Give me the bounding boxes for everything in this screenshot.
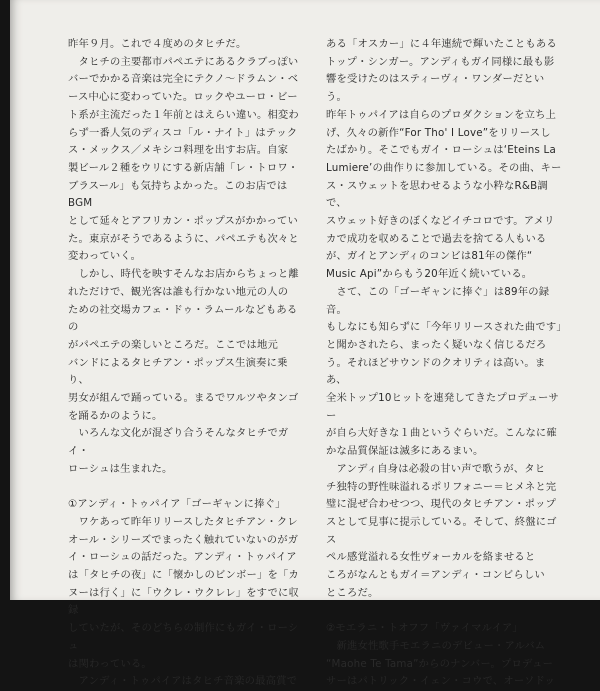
text-line: スとして見事に提示している。そして、終盤にゴス [326, 515, 557, 546]
text-line: ころがなんともガイ＝アンディ・コンビらしい [326, 569, 545, 582]
text-line: さて、この「ゴーギャンに捧ぐ」は89年の録音。 [326, 285, 550, 316]
text-line: チ独特の野性味溢れるポリフォニー＝ヒメネと完 [326, 480, 557, 493]
left-column [68, 36, 304, 691]
text-line: が自ら大好きな１曲というぐらいだ。こんなに確 [326, 427, 557, 440]
text-line: ト系が主流だった１年前とはえらい違い。相変わ [68, 108, 299, 121]
right-column [326, 36, 567, 691]
text-line: ブラスール」も気持ちよかった。このお店ではBGM [68, 179, 288, 210]
text-line: タヒチの主要都市パペエテにあるクラブっぽい [68, 55, 299, 68]
text-line: 男女が組んで踊っている。まるでワルツやタンゴ [68, 392, 299, 405]
text-line: ペル感覚溢れる女性ヴォーカルを絡ませると [326, 551, 536, 564]
text-line: オール・シリーズでまったく触れていないのがガ [68, 533, 299, 546]
text-line: いろんな文化が混ざり合うそんなタヒチでガイ・ [68, 427, 289, 458]
text-line: バーでかかる音楽は完全にテクノ〜ドラムン・ベ [68, 73, 299, 86]
text-line: Lumiere’の曲作りに参加している。その曲、キー [326, 161, 562, 174]
text-line: イ・ローシュの話だった。アンディ・トゥパイア [68, 551, 297, 564]
text-line: た。東京がそうであるように、パペエテも次々と [68, 232, 299, 245]
left-paragraph-2 [68, 266, 304, 425]
left-paragraph-1 [68, 36, 304, 266]
text-line: と聞かされたら、まったく疑いなく信じるだろ [326, 338, 547, 351]
text-line: がパペエテの楽しいところだ。ここでは地元 [68, 338, 278, 351]
text-line: 全米トップ10ヒットを連発してきたプロデューサー [326, 392, 560, 422]
section-2-body [326, 638, 562, 691]
text-line: れただけで、観光客は誰も行かない地元の人の [68, 285, 289, 298]
paragraph-spacer [326, 603, 562, 621]
text-line: もしなにも知らずに「今年リリースされた曲です」 [326, 321, 567, 334]
text-line: アンディ・トゥパイアはタヒチ音楽の最高賞で [68, 675, 298, 688]
text-line: スウェット好きのぼくなどイチコロです。アメリ [326, 215, 555, 228]
text-line: トップ・シンガー。アンディもガイ同様に最も影 [326, 55, 555, 68]
text-line: Music Api”からもう20年近く続いている。 [326, 268, 533, 281]
text-line: ヌーは行く」に「ウクレ・ウクレレ」をすでに収録 [68, 586, 299, 617]
text-line: “Maohe Te Tama”からのナンバー。プロデュー [326, 657, 554, 670]
text-line: ワケあって昨年リリースしたタヒチアン・クレ [68, 515, 298, 528]
text-line: げ、久々の新作“For Tho' I Love”をリリースし [326, 126, 551, 139]
text-line: しかし、時代を映すそんなお店からちょっと離 [68, 268, 299, 281]
booklet-page [10, 0, 600, 688]
text-line: 響を受けたのはスティーヴィ・ワンダーだという。 [326, 73, 545, 104]
text-line: ローシュは生まれた。 [68, 462, 173, 475]
text-line: していたが、そのどちらの制作にもガイ・ローシュ [68, 622, 299, 652]
section-1-body [68, 514, 304, 691]
text-line: は「タヒチの夜」に「懐かしのビンボー」を「カ [68, 569, 299, 582]
text-line: 変わっていく。 [68, 250, 142, 263]
right-paragraph-1 [326, 36, 562, 284]
text-line: ところだ。 [326, 586, 379, 599]
text-line: う。それほどサウンドのクオリティは高い。まあ、 [326, 356, 546, 387]
text-line: 製ビール２種をウリにする新店舗「レ・トロワ・ [68, 161, 299, 174]
text-line: ス・メックス／メキシコ料理を出すお店。自家 [68, 144, 289, 157]
left-paragraph-3 [68, 425, 304, 478]
text-line: ある「オスカー」に４年連続で輝いたこともある [326, 38, 557, 50]
text-line: カで成功を収めることで過去を捨てる人もいる [326, 232, 547, 245]
text-line: らず一番人気のディスコ「ル・ナイト」はテック [68, 126, 298, 139]
text-line: サーはパトリック・イェン・コウで、オーソドッ [326, 675, 556, 688]
section-heading-2: ②モエラニ・トオフフ「ヴァイマルイア」 [326, 622, 523, 635]
text-line: ための社交場カフェ・ドゥ・ラムールなどもあるの [68, 303, 298, 334]
text-line: 昨年トゥパイアは自らのプロダクションを立ち上 [326, 108, 557, 121]
right-paragraph-2 [326, 284, 567, 461]
text-line: たばかり。そこでもガイ・ローシュは‘Eteins La [326, 144, 556, 157]
text-line: ス・スウェットを思わせるような小粋なR&B調で、 [326, 179, 548, 210]
text-line: 璧に混ぜ合わせつつ、現代のタヒチアン・ポップ [326, 498, 557, 511]
paragraph-spacer [68, 479, 304, 497]
text-line: として延々とアフリカン・ポップスがかかってい [68, 215, 299, 228]
text-line: 新進女性歌手モエラニのデビュー・アルバム [326, 639, 546, 652]
text-line: が、ガイとアンディのコンビは81年の傑作“ [326, 250, 533, 263]
text-line: は関わっている。 [68, 657, 152, 670]
text-line: アンディ自身は必殺の甘い声で歌うが、タヒ [326, 462, 546, 475]
text-line: を踊るかのように。 [68, 409, 163, 422]
section-heading-1: ①アンディ・トゥパイア「ゴーギャンに捧ぐ」 [68, 498, 286, 511]
text-line: かな品質保証は滅多にあるまい。 [326, 445, 484, 458]
text-line: 昨年９月。これで４度めのタヒチだ。 [68, 38, 247, 50]
text-line: ース中心に変わっていた。ロックやユーロ・ビー [68, 91, 298, 104]
right-paragraph-3 [326, 461, 562, 603]
text-line: バンドによるタヒチアン・ポップス生演奏に乗り、 [68, 356, 288, 387]
